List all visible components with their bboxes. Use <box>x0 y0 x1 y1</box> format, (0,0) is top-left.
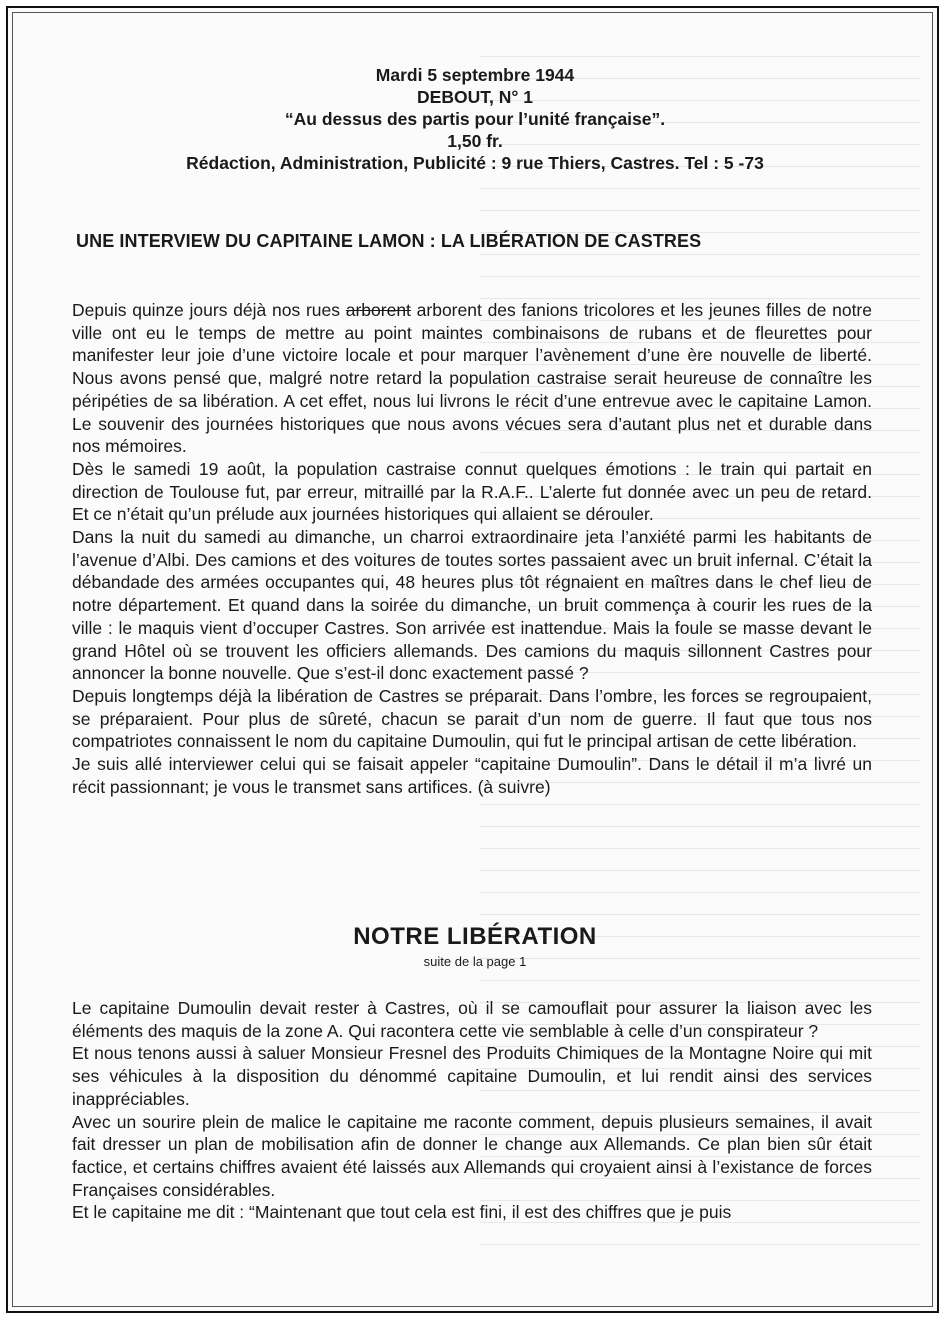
issue-price: 1,50 fr. <box>447 131 503 151</box>
paragraph: Et nous tenons aussi à saluer Monsieur Fresnel des Produits Chimiques de la Montagne Noire qui mit ses véhicules à la disposition du dénommé capitaine Dumoulin, et lui rendit ainsi des services inappréciables. <box>72 1043 872 1109</box>
paragraph-start: Depuis quinze jours déjà nos rues <box>72 300 346 320</box>
paragraph: Je suis allé interviewer celui qui se faisait appeler “capitaine Dumoulin”. Dans le détail il m’a livré un récit passionnant; je vous le transmet sans artifices. (à suivre) <box>72 754 872 797</box>
newspaper-address: Rédaction, Administration, Publicité : 9 rue Thiers, Castres. Tel : 5 -73 <box>186 153 764 173</box>
paragraph-rest: arborent des fanions tricolores et les jeunes filles de notre ville ont eu le temps de mettre au point maintes combinaisons de rubans et de fleurettes pour manifester leur joie d’une victoire locale et pour marquer l’avènement d’une ère nouvelle de liberté. Nous avons pensé que, malgré notre retard la population castraise serait heureuse de connaître les péripéties de sa libération. A cet effet, nous lui livrons le récit d’une entrevue avec le capitaine Lamon. Le souvenir des journées historiques que nous avons vécues sera d’autant plus net et durable dans nos mémoires. <box>72 300 872 457</box>
newspaper-header <box>60 64 890 174</box>
newspaper-name: DEBOUT, N° 1 <box>417 87 533 107</box>
paragraph: Dans la nuit du samedi au dimanche, un charroi extraordinaire jeta l’anxiété parmi les habitants de l’avenue d’Albi. Des camions et des voitures de toutes sortes passaient avec un bruit infernal. C’était la débandade des armées occupantes qui, 48 heures plus tôt régnaient en maîtres dans le chef lieu de notre département. Et quand dans la soirée du dimanche, un bruit commença à courir les rues de la ville : le maquis vient d’occuper Castres. Son arrivée est inattendue. Mais la foule se masse devant le grand Hôtel où se trouvent les officiers allemands. Des camions du maquis sillonnent Castres pour annoncer la bonne nouvelle. Que s’est-il donc exactement passé ? <box>72 527 872 684</box>
paragraph <box>72 299 872 458</box>
article-liberation <box>72 997 872 1224</box>
paragraph: Le capitaine Dumoulin devait rester à Castres, où il se camouflait pour assurer la liaison avec les éléments des maquis de la zone A. Qui racontera cette vie semblable à celle d’un conspirateur ? <box>72 998 872 1041</box>
article-headline: UNE INTERVIEW DU CAPITAINE LAMON : LA LIBÉRATION DE CASTRES <box>76 231 702 251</box>
paragraph: Dès le samedi 19 août, la population castraise connut quelques émotions : le train qui partait en direction de Toulouse fut, par erreur, mitraillé par la R.A.F.. L’alerte fut donnée avec un peu de retard. Et ce n’était qu’un prélude aux journées historiques qui allaient se dérouler. <box>72 458 872 525</box>
struck-word: arborent <box>345 300 411 320</box>
paragraph: Et le capitaine me dit : “Maintenant que tout cela est fini, il est des chiffres que je puis <box>72 1202 732 1223</box>
newspaper-motto: “Au dessus des partis pour l’unité française”. <box>284 109 666 129</box>
paragraph: Depuis longtemps déjà la libération de Castres se préparait. Dans l’ombre, les forces se regroupaient, se préparaient. Pour plus de sûreté, chacun se parait d’un nom de guerre. Il faut que tous nos compatriotes connaissent le nom du capitaine Dumoulin, qui fut le principal artisan de cette libération. <box>72 685 872 752</box>
article-interview <box>72 299 872 798</box>
issue-date: Mardi 5 septembre 1944 <box>375 65 575 85</box>
section-subtitle: suite de la page 1 <box>423 954 527 969</box>
section-title: NOTRE LIBÉRATION <box>353 923 597 950</box>
paragraph: Avec un sourire plein de malice le capitaine me raconte comment, depuis plusieurs semaines, il avait fait dresser un plan de mobilisation afin de donner le change aux Allemands. Ce plan bien sûr était factice, et certains chiffres avaient été laissés aux Allemands qui croyaient ainsi à l’existance de forces Françaises considérables. <box>72 1111 872 1200</box>
